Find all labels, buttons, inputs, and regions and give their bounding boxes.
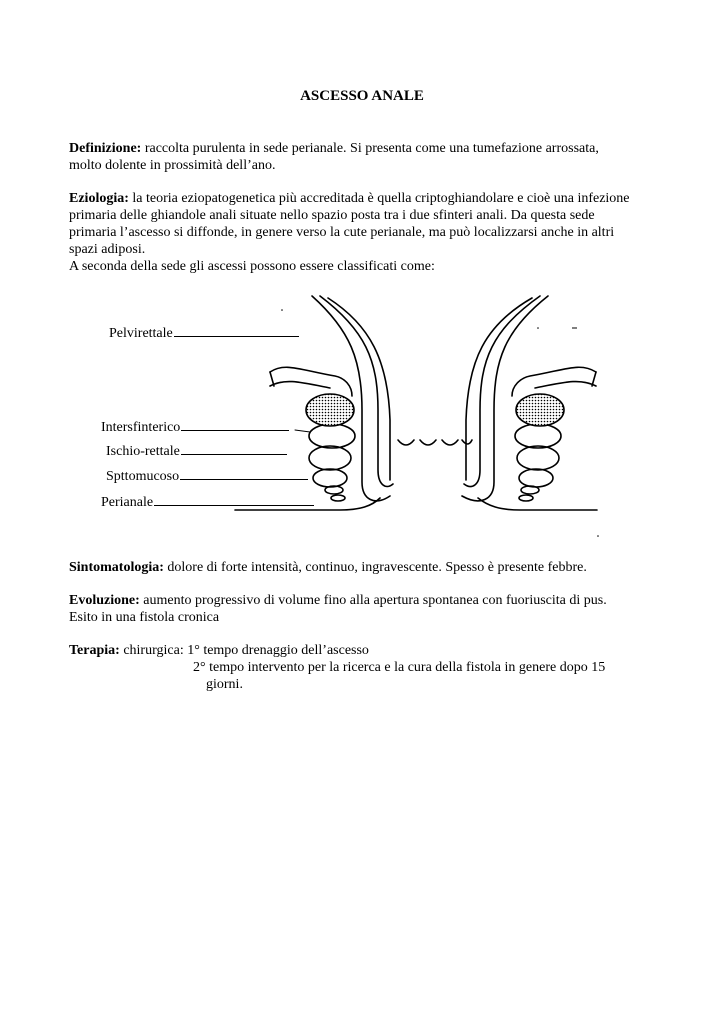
right-canal-inner-wall [466, 298, 532, 480]
right-levator-lower [535, 382, 596, 388]
sintomatologia-label: Sintomatologia: [69, 560, 164, 575]
right-sphincter-loop-5 [519, 495, 533, 501]
stray-dot-3 [597, 535, 599, 537]
left-levator-lower [270, 382, 330, 388]
label-pelvirettale: Pelvirettale [109, 324, 299, 342]
definizione-label: Definizione: [69, 141, 142, 156]
definizione-text-2: molto dolente in prossimità dell’ano. [69, 158, 276, 173]
definizione-text-1: raccolta purulenta in sede perianale. Si presenta come una tumefazione arrossata, [141, 141, 599, 156]
right-canal-middle-wall [464, 296, 540, 486]
right-sphincter-loop-2 [517, 446, 559, 470]
left-sphincter-loop-1 [309, 424, 355, 448]
evoluzione-label: Evoluzione: [69, 593, 140, 608]
terapia-step-1: 1° tempo drenaggio dell’ascesso [187, 643, 369, 658]
evoluzione-text-2: Esito in una fistola cronica [69, 610, 220, 625]
left-sphincter-loop-2 [309, 446, 351, 470]
mucosal-folds [398, 440, 472, 445]
terapia-section [69, 642, 669, 693]
eziologia-line-1: la teoria eziopatogenetica più accreditada è quella criptoghiandolare e cioè una infezione [128, 191, 630, 206]
left-dotted-abscess [306, 394, 354, 426]
label-spttomucoso: Spttomucoso [106, 467, 308, 485]
left-canal-inner-wall [328, 298, 390, 480]
sintomatologia-section [69, 559, 669, 576]
leader-line-intersfinterico [295, 430, 310, 432]
eziologia-label: Eziologia: [69, 191, 129, 206]
left-sphincter-loop-3 [313, 469, 347, 487]
right-sphincter-loop-3 [519, 469, 553, 487]
terapia-step-2: 2° tempo intervento per la ricerca e la cura della fistola in genere dopo 15 [193, 660, 606, 675]
stray-dot-2 [537, 327, 539, 329]
page-title: ASCESSO ANALE [300, 88, 424, 104]
label-intersfinterico: Intersfinterico [101, 418, 289, 436]
eziologia-line-3: primaria l’ascesso si diffonde, in genere verso la cute perianale, ma può localizzarsi anche in altri [69, 225, 615, 240]
terapia-prefix: chirurgica: [119, 643, 188, 658]
sintomatologia-text: dolore di forte intensità, continuo, ingravescente. Spesso è presente febbre. [163, 560, 587, 575]
right-skin-line [478, 498, 597, 510]
evoluzione-section [69, 592, 669, 626]
left-sphincter-loop-5 [331, 495, 345, 501]
right-sphincter-loop-1 [515, 424, 561, 448]
label-ischio-rettale: Ischio-rettale [106, 442, 287, 460]
right-levator-end [592, 372, 596, 386]
terapia-label: Terapia: [69, 643, 120, 658]
terapia-step-2-cont: giorni. [206, 677, 243, 692]
stray-dot-1 [281, 309, 283, 311]
eziologia-line-2: primaria delle ghiandole anali situate nello spazio posta tra i due sfinteri anali. Da questa sede [69, 208, 595, 223]
left-levator-end [270, 372, 274, 386]
eziologia-line-4: spazi adiposi. [69, 242, 146, 257]
left-canal-middle-wall [320, 296, 393, 486]
label-perianale: Perianale [101, 493, 314, 511]
right-dotted-abscess [516, 394, 564, 426]
eziologia-line-5: A seconda della sede gli ascessi possono essere classificati come: [69, 259, 435, 274]
evoluzione-text-1: aumento progressivo di volume fino alla apertura spontanea con fuoriuscita di pus. [139, 593, 607, 608]
